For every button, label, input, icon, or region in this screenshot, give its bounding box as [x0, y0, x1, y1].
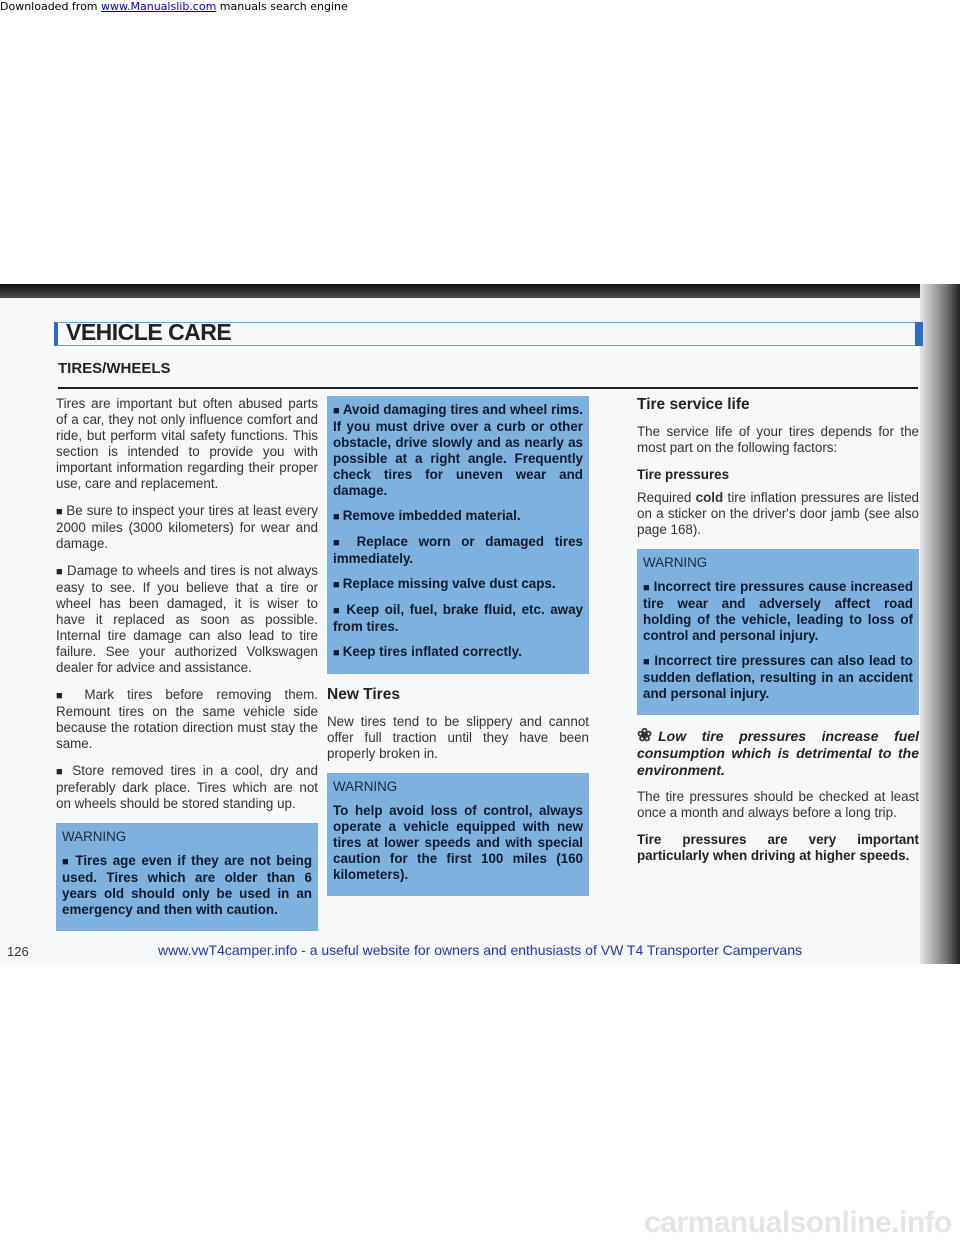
warning-remove: ■ Remove imbedded material.	[333, 508, 583, 525]
check-frequency-text: The tire pressures should be checked at least once a month and always before a long trip.	[637, 789, 919, 820]
warning-label: WARNING	[643, 555, 708, 570]
service-life-intro: The service life of your tires depends for the most part on the following factors:	[637, 424, 919, 455]
column-1	[56, 396, 318, 943]
new-tires-heading: New Tires	[327, 686, 400, 703]
warning-box-age	[56, 823, 318, 931]
warning-box-care	[327, 396, 589, 674]
flower-icon: ❀	[637, 725, 653, 745]
download-header	[0, 0, 348, 13]
warning-replace: ■ Replace worn or damaged tires immediately.	[333, 534, 583, 567]
top-band	[0, 284, 960, 298]
warning-incorrect-wear: ■ Incorrect tire pressures cause increased tire wear and adversely affect road holding of the vehicle, leading to loss of control and personal injury.	[643, 579, 913, 644]
warning-oil: ■ Keep oil, fuel, brake fluid, etc. away from tires.	[333, 602, 583, 635]
warning-valve: ■ Replace missing valve dust caps.	[333, 576, 583, 593]
page-edge	[920, 284, 960, 964]
page-subheading: TIRES/WHEELS	[58, 360, 171, 377]
manualslib-link[interactable]: www.Manualslib.com	[101, 0, 217, 13]
warning-age-text: ■ Tires age even if they are not being used. Tires which are older than 6 years old should only be used in an emergency and then with caution.	[62, 853, 312, 918]
intro-paragraph: Tires are important but often abused parts of a car, they not only influence comfort and ride, but perform vital safety functions. This section is intended to provide you with important information regarding their proper use, care and replacement.	[56, 396, 318, 491]
section-title-bar	[54, 319, 923, 346]
page-number: 126	[7, 944, 29, 959]
heading-rule	[58, 387, 918, 389]
important-pressures-text: Tire pressures are very important particularly when driving at higher speeds.	[637, 832, 919, 863]
title-bar-end	[915, 322, 923, 346]
warning-box-new-tires	[327, 773, 589, 896]
pressures-paragraph: Required cold tire inflation pressures are listed on a sticker on the driver's door jamb (see also page 168).	[637, 490, 920, 537]
warning-box-pressures	[637, 549, 919, 715]
cold-emphasis: cold	[695, 490, 724, 505]
bullet-damage: ■ Damage to wheels and tires is not always easy to see. If you believe that a tire or wheel has been damaged, it is wiser to have it replaced as soon as possible. Internal tire damage can also lead to tire failure. See your authorized Volkswagen dealer for advice and assistance.	[56, 563, 318, 676]
bullet-store: ■ Store removed tires in a cool, dry and preferably dark place. Tires which are not on wheels should be stored standing up.	[56, 763, 318, 812]
warning-label: WARNING	[333, 779, 398, 794]
warning-new-tires-text: To help avoid loss of control, always operate a vehicle equipped with new tires at lower speeds and with special caution for the first 100 miles (160 kilometers).	[333, 803, 583, 882]
new-tires-text: New tires tend to be slippery and cannot offer full traction until they have been properly broken in.	[327, 714, 589, 761]
warning-avoid: ■ Avoid damaging tires and wheel rims. If you must drive over a curb or other obstacle, drive slowly and as nearly as possible at a right angle. Frequently check tires for uneven wear and damage.	[333, 402, 583, 499]
service-life-heading: Tire service life	[637, 396, 750, 413]
watermark: carmanualsonline.info	[644, 1206, 952, 1239]
warning-label: WARNING	[62, 829, 127, 844]
header-prefix: Downloaded from	[0, 0, 102, 13]
column-3	[637, 396, 919, 875]
warning-inflated: ■ Keep tires inflated correctly.	[333, 644, 583, 661]
warning-deflation: ■ Incorrect tire pressures can also lead to sudden deflation, resulting in an accident and personal injury.	[643, 653, 913, 702]
bullet-mark: ■ Mark tires before removing them. Remount tires on the same vehicle side because the rotation direction must stay the same.	[56, 687, 318, 752]
footer-website-note: www.vwT4camper.info - a useful website for owners and enthusiasts of VW T4 Transporter Campervans	[157, 942, 803, 958]
tire-pressures-subheading: Tire pressures	[637, 467, 730, 482]
column-2	[327, 396, 589, 908]
section-title: VEHICLE CARE	[66, 319, 232, 345]
environment-note: ❀ Low tire pressures increase fuel consumption which is detrimental to the environment.	[637, 725, 919, 778]
manual-page	[0, 284, 960, 964]
header-suffix: manuals search engine	[216, 0, 348, 13]
bullet-inspect: ■ Be sure to inspect your tires at least every 2000 miles (3000 kilometers) for wear and damage.	[56, 503, 318, 552]
